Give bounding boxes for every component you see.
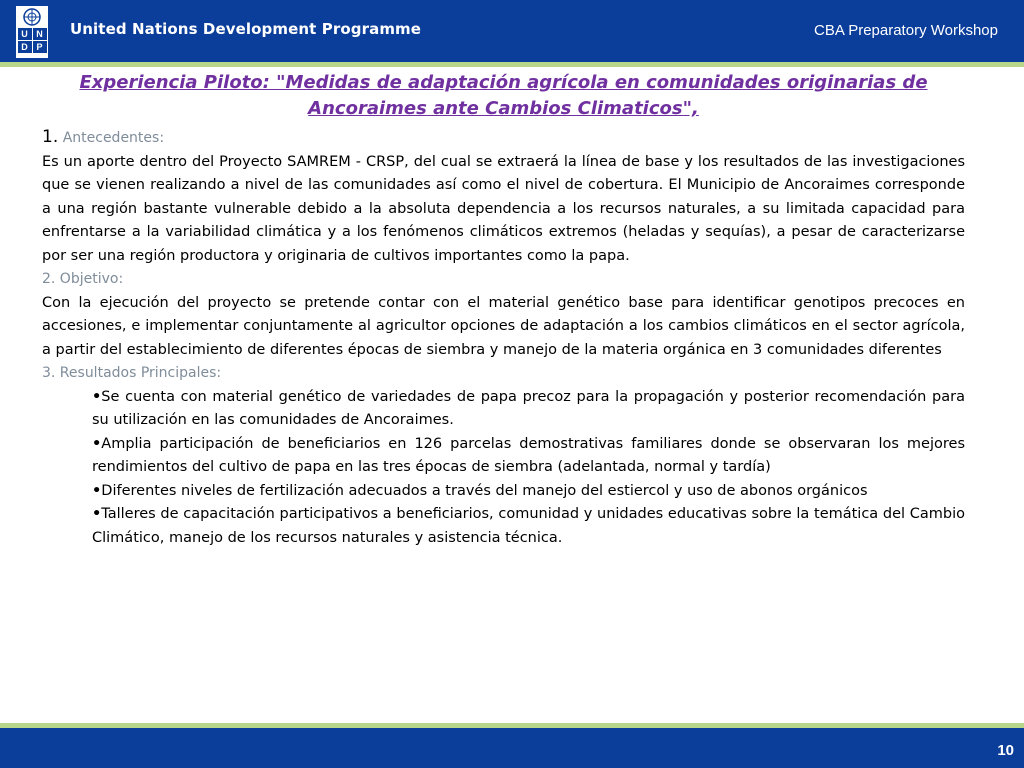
list-item	[92, 433, 965, 480]
bullet-icon: •	[92, 482, 102, 499]
list-item	[92, 480, 965, 504]
section-number: 1.	[42, 127, 59, 147]
logo-letter-n: N	[33, 28, 47, 40]
slide-title: Experiencia Piloto: "Medidas de adaptación agrícola en comunidades originarias de Ancoraimes ante Cambios Climaticos",	[79, 72, 928, 119]
logo-letter-u: U	[18, 28, 32, 40]
list-item-text: Diferentes niveles de fertilización adecuados a través del manejo del estiercol y uso de abonos orgánicos	[101, 482, 868, 499]
header-divider	[0, 62, 1024, 67]
workshop-title: CBA Preparatory Workshop	[814, 22, 998, 39]
list-item-text: Se cuenta con material genético de variedades de papa precoz para la propagación y posterior recomendación para su utilización en las comunidades de Ancoraimes.	[92, 388, 965, 428]
results-list	[42, 386, 965, 551]
un-emblem-icon	[21, 7, 43, 27]
page-number: 10	[997, 742, 1014, 759]
bullet-icon: •	[92, 388, 102, 405]
header-bar	[0, 0, 1024, 62]
section-heading-label: Antecedentes:	[62, 130, 165, 146]
undp-logo	[16, 6, 48, 58]
bullet-icon: •	[92, 435, 102, 452]
org-name: United Nations Development Programme	[70, 20, 422, 38]
logo-letter-p: P	[33, 41, 47, 53]
logo-letter-d: D	[18, 41, 32, 53]
antecedentes-text: Es un aporte dentro del Proyecto SAMREM - CRSP, del cual se extraerá la línea de base y los resultados de las investigaciones que se vienen realizando a nivel de las comunidades así como el nivel de cobertura. El Municipio de Ancoraimes corresponde a una región bastante vulnerable debido a la absoluta dependencia a los recursos naturales, a su limitada capacidad para enfrentarse a la variabilidad climática y a los fenómenos climáticos extremos (heladas y sequías), a pesar de caracterizarse por ser una región productora y originaria de cultivos importantes como la papa.	[42, 153, 965, 264]
section-heading-resultados: 3. Resultados Principales:	[42, 365, 222, 381]
list-item-text: Talleres de capacitación participativos a beneficiarios, comunidad y unidades educativas sobre la temática del Cambio Climático, manejo de los recursos naturales y asistencia técnica.	[92, 506, 965, 546]
section-heading-objetivo: 2. Objetivo:	[42, 271, 124, 287]
bullet-icon: •	[92, 506, 102, 522]
list-item	[92, 386, 965, 433]
list-item-text: Amplia participación de beneficiarios en 126 parcelas demostrativas familiares donde se observaran los mejores rendimientos del cultivo de papa en las tres épocas de siembra (adelantada, normal y tardía)	[92, 435, 965, 475]
slide-content	[42, 70, 965, 550]
section-heading-antecedentes	[42, 126, 965, 151]
footer-bar	[0, 728, 1024, 768]
objetivo-text: Con la ejecución del proyecto se pretende contar con el material genético base para identificar genotipos precoces en accesiones, e implementar conjuntamente al agricultor opciones de adaptación a los cambios climáticos en el sector agrícola, a partir del establecimiento de diferentes épocas de siembra y manejo de la materia orgánica en 3 comunidades diferentes	[42, 294, 965, 358]
list-item	[92, 503, 965, 550]
